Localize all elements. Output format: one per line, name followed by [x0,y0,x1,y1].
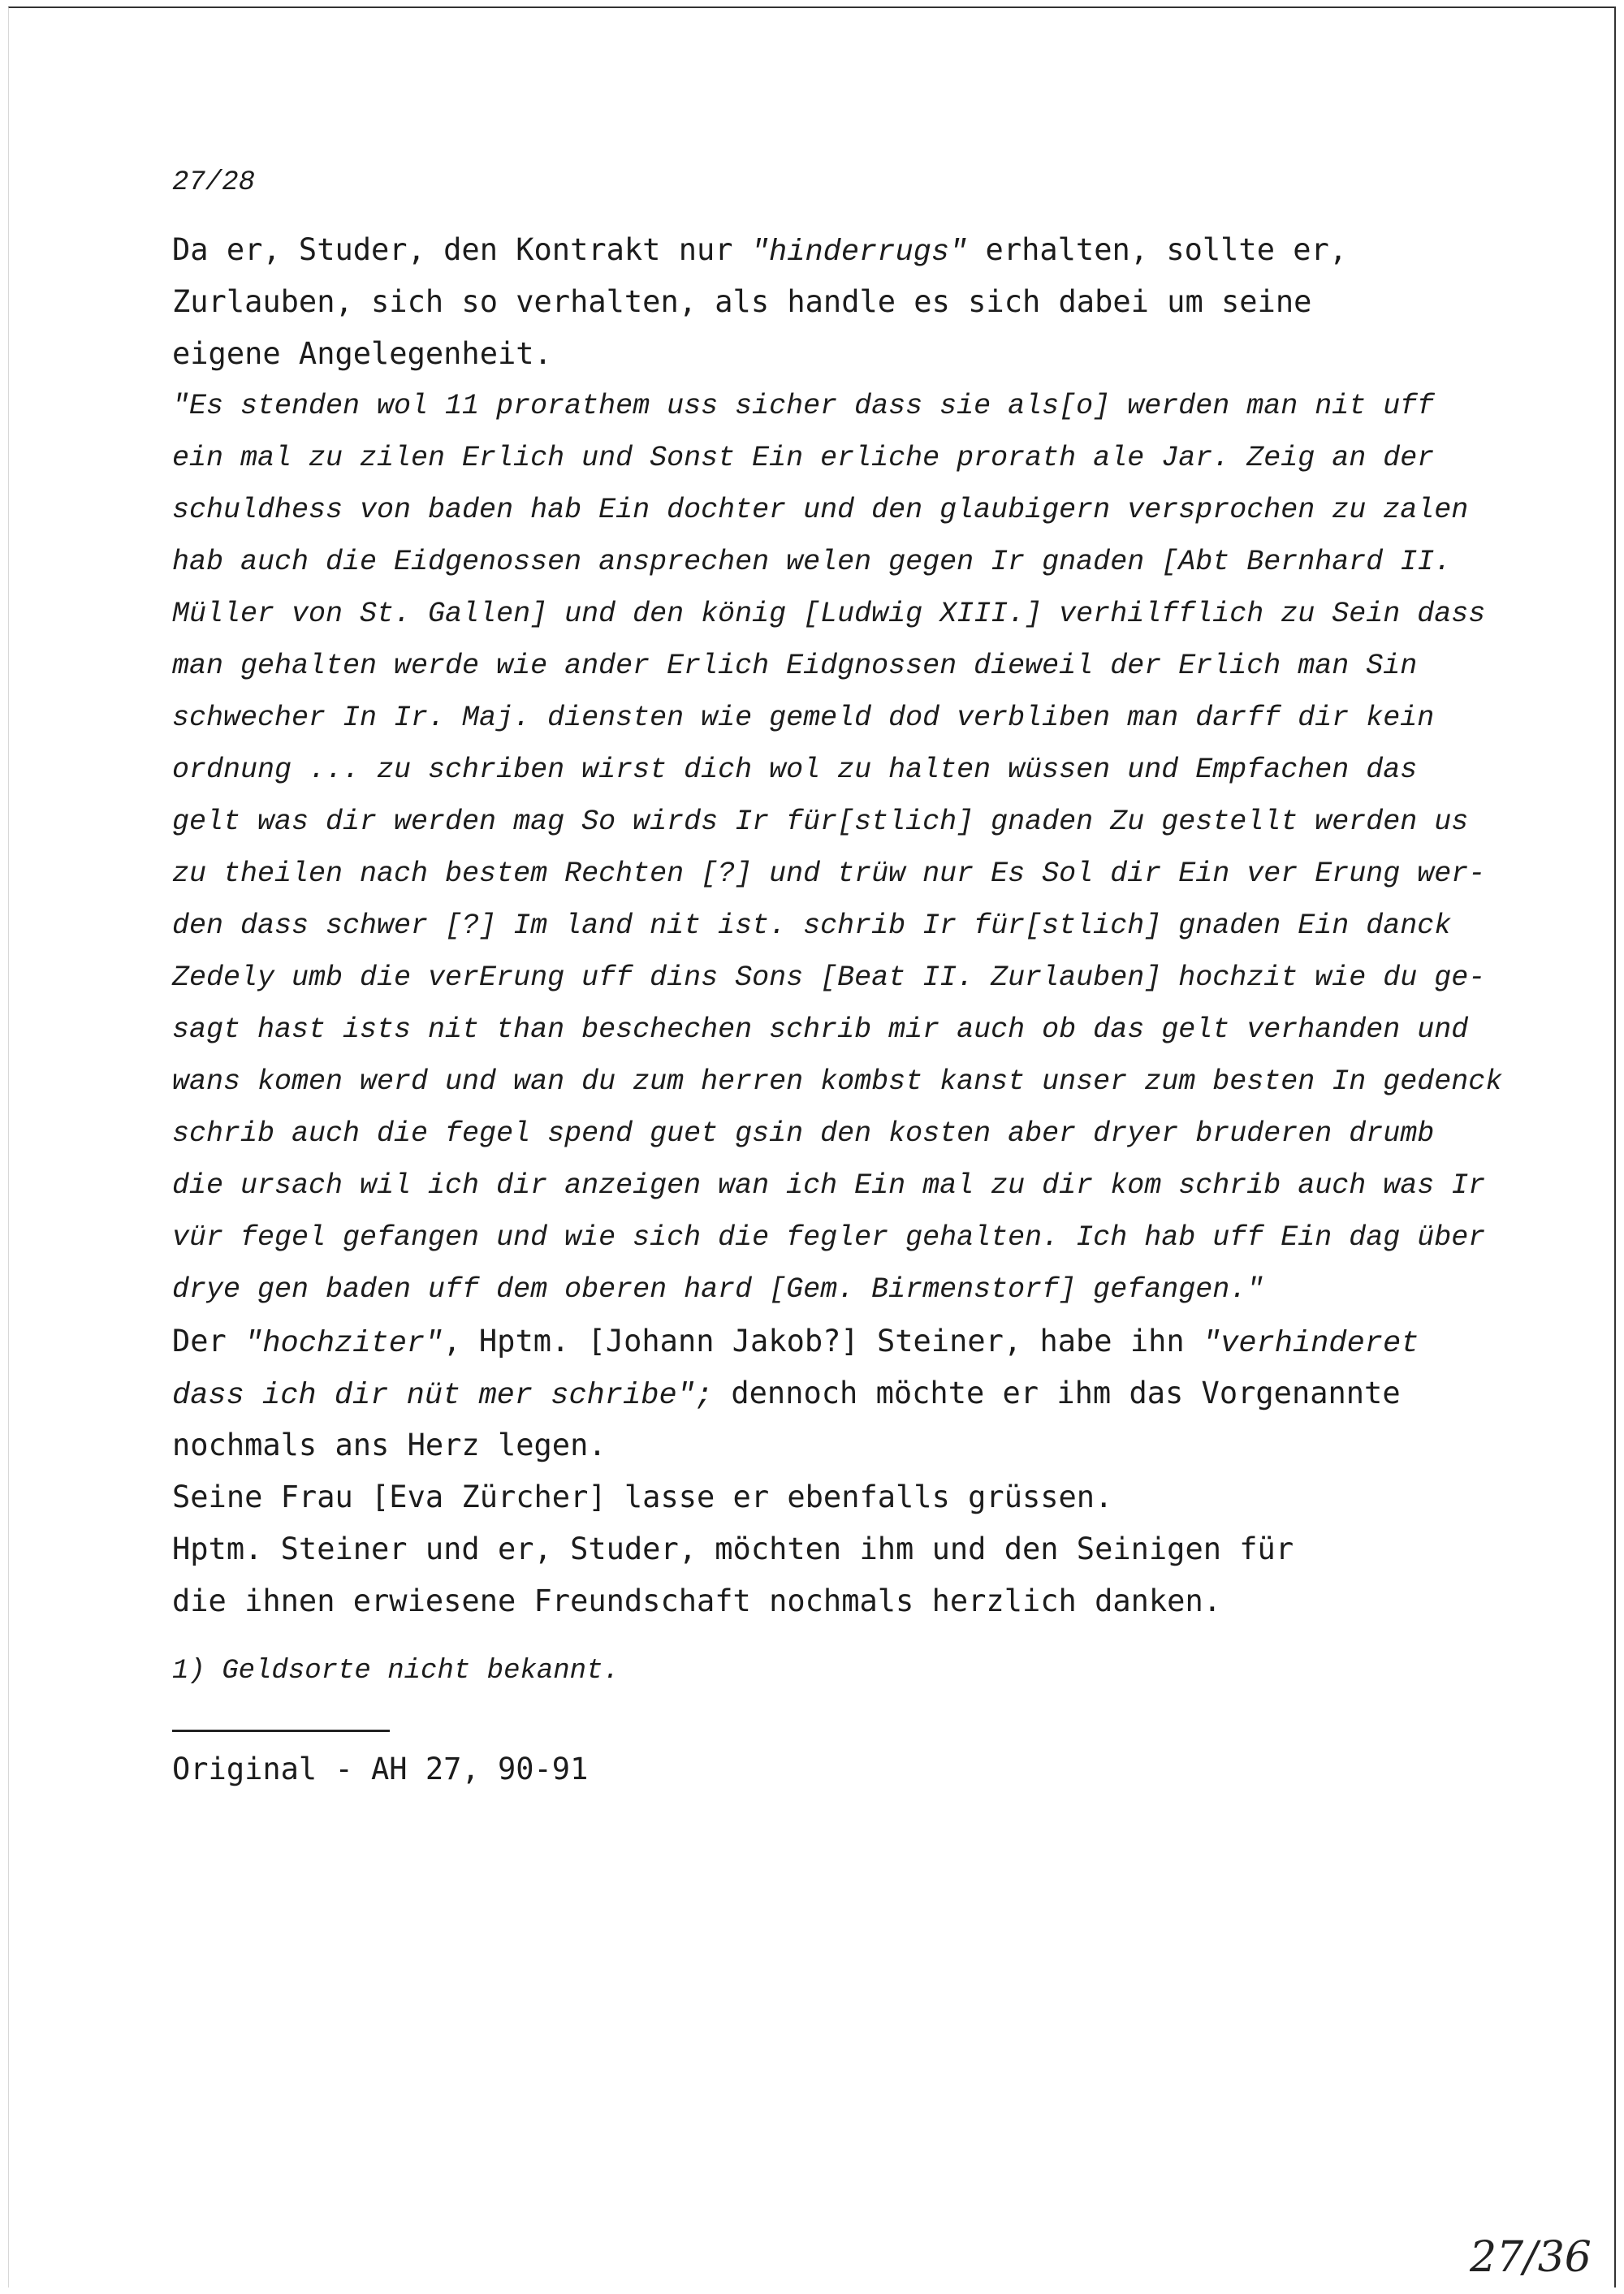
text-segment: erhalten, sollte er, [967,232,1348,267]
quote-line: man gehalten werde wie ander Erlich Eidgnossen dieweil der Erlich man Sin [172,650,1418,682]
quote-line: ein mal zu zilen Erlich und Sonst Ein erliche prorath ale Jar. Zeig an der [172,442,1435,474]
italic-text: "hinderrugs" [750,235,968,270]
closing-paragraph [172,1315,1471,1627]
text-segment: eigene Angelegenheit. [172,336,552,371]
text-segment: , Hptm. [Johann Jakob?] Steiner, habe ihn [443,1324,1203,1359]
quote-line: gelt was dir werden mag So wirds Ir für[stlich] gnaden Zu gestellt werden us [172,806,1469,838]
text-line [172,1315,1471,1367]
text-line [172,1471,1471,1523]
document-body [172,162,1503,1795]
text-segment: nochmals ans Herz legen. [172,1428,607,1462]
handwritten-page-number: 27/36 [1470,2233,1592,2282]
quote-line: Zedely umb die verErung uff dins Sons [Beat II. Zurlauben] hochzit wie du ge- [172,961,1486,994]
text-line [172,224,1471,276]
footnote: 1) Geldsorte nicht bekannt. [172,1656,620,1687]
quote-line: ordnung ... zu schriben wirst dich wol zu halten wüssen und Empfachen das [172,754,1418,786]
text-segment: Hptm. Steiner und er, Studer, möchten ihm und den Seinigen für [172,1531,1294,1566]
quote-line: wans komen werd und wan du zum herren kombst kanst unser zum besten In gedenck [172,1065,1503,1098]
footnote-rule [172,1730,390,1732]
text-segment: Zurlauben, sich so verhalten, als handle es sich dabei um seine [172,284,1312,319]
italic-text: "verhinderet [1202,1327,1419,1361]
text-segment: Der [172,1324,245,1359]
quote-line: schrib auch die fegel spend guet gsin den kosten aber dryer bruderen drumb [172,1117,1435,1150]
text-line [172,1523,1471,1575]
text-line [172,328,1471,380]
quote-line: schuldhess von baden hab Ein dochter und den glaubigern versprochen zu zalen [172,494,1469,526]
quote-line: zu theilen nach bestem Rechten [?] und trüw nur Es Sol dir Ein ver Erung wer- [172,858,1486,890]
italic-text: dass ich dir nüt mer schribe"; [172,1379,714,1413]
text-line [172,276,1471,328]
text-line [172,1419,1471,1471]
quote-line: Müller von St. Gallen] und den könig [Ludwig XIII.] verhilfflich zu Sein dass [172,598,1486,630]
quote-line: schwecher In Ir. Maj. diensten wie gemeld dod verbliben man darff dir kein [172,702,1435,734]
quote-line: "Es stenden wol 11 prorathem uss sicher dass sie als[o] werden man nit uff [172,390,1435,422]
source-reference: Original - AH 27, 90-91 [172,1752,589,1786]
quote-line: drye gen baden uff dem oberen hard [Gem. Birmenstorf] gefangen." [172,1273,1264,1306]
text-line [172,1575,1471,1627]
quote-line: den dass schwer [?] Im land nit ist. schrib Ir für[stlich] gnaden Ein danck [172,909,1452,942]
text-segment: die ihnen erwiesene Freundschaft nochmals herzlich danken. [172,1583,1222,1618]
italic-text: "hochziter" [244,1327,443,1361]
quote-line: die ursach wil ich dir anzeigen wan ich Ein mal zu dir kom schrib auch was Ir [172,1169,1486,1202]
text-segment: Da er, Studer, den Kontrakt nur [172,232,751,267]
intro-paragraph [172,224,1471,380]
text-segment: dennoch möchte er ihm das Vorgenannte [713,1376,1401,1411]
quoted-letter [172,380,1503,1315]
quote-line: hab auch die Eidgenossen ansprechen welen gegen Ir gnaden [Abt Bernhard II. [172,546,1452,578]
text-segment: Seine Frau [Eva Zürcher] lasse er ebenfalls grüssen. [172,1480,1113,1514]
text-line [172,1367,1471,1419]
quote-line: sagt hast ists nit than beschechen schrib mir auch ob das gelt verhanden und [172,1013,1469,1046]
page-label: 27/28 [172,167,256,198]
quote-line: vür fegel gefangen und wie sich die fegler gehalten. Ich hab uff Ein dag über [172,1221,1486,1254]
